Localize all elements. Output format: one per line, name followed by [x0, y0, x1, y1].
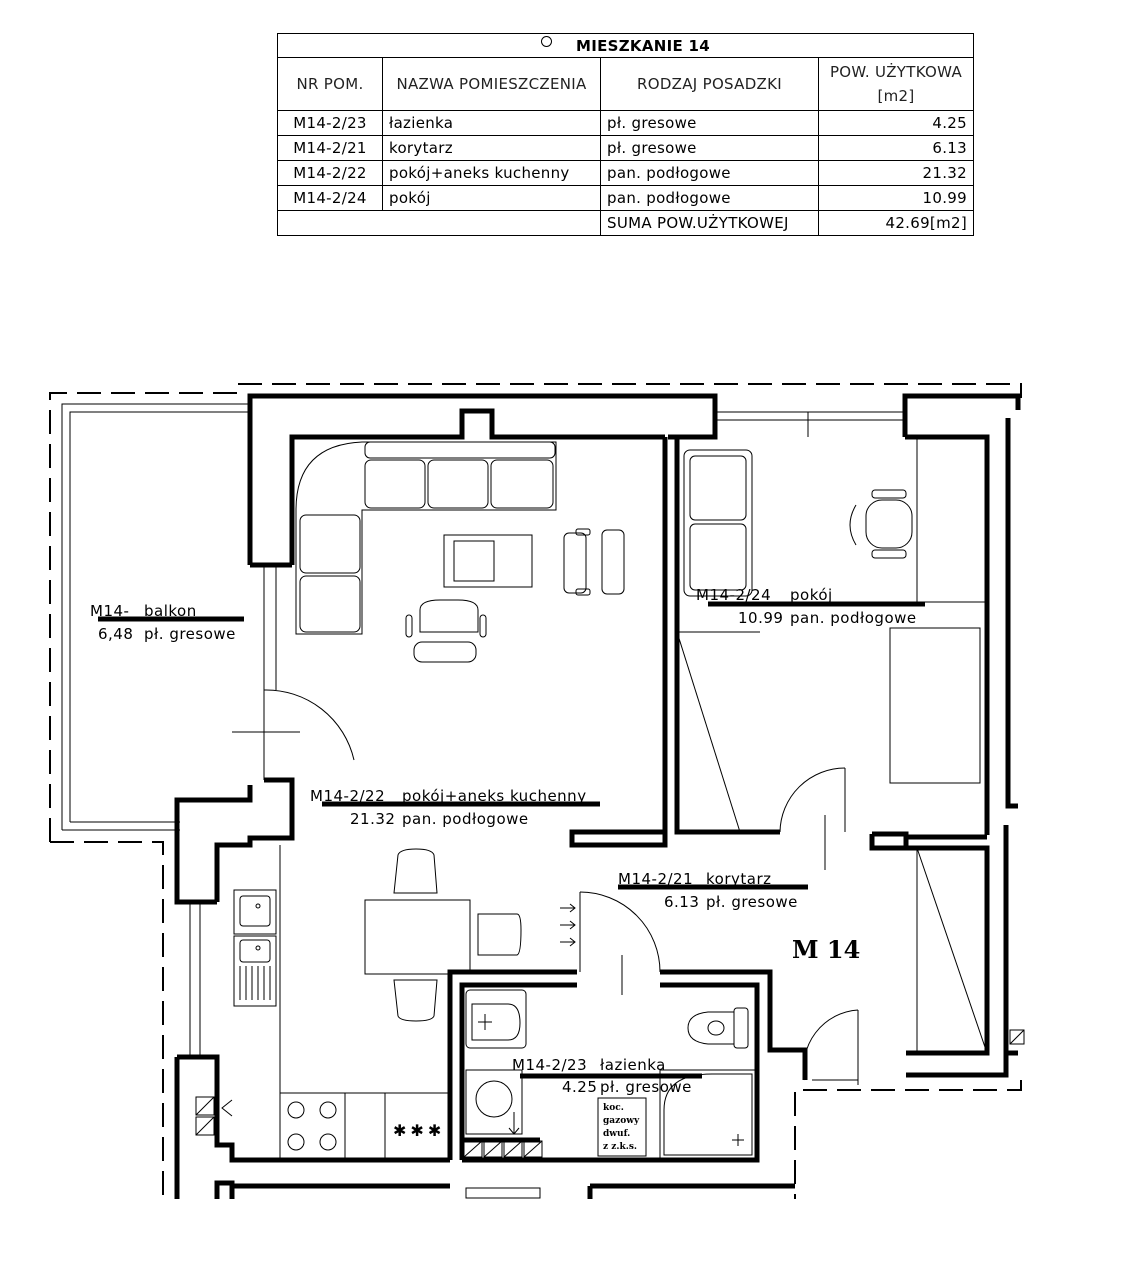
pokoj-code: M14-2/24 [696, 586, 772, 604]
sum-value: 42.69[m2] [819, 211, 974, 236]
cell-nr: M14-2/23 [278, 111, 383, 136]
cell-floor: pł. gresowe [601, 136, 819, 161]
pokoj-aneks-name: pokój+aneks kuchenny [402, 787, 587, 805]
dining-set [365, 849, 521, 1021]
cell-name: łazienka [383, 111, 601, 136]
boiler-note [603, 1103, 640, 1152]
sofa [296, 442, 556, 634]
cell-name: pokój [383, 186, 601, 211]
cell-nr: M14-2/21 [278, 136, 383, 161]
pokoj-floor: pan. podłogowe [790, 609, 917, 627]
boiler-note-line: gazowy [603, 1116, 640, 1126]
window-kitchen [190, 902, 200, 1057]
cell-area: 6.13 [819, 136, 974, 161]
living-furniture [406, 529, 624, 662]
window-top-right [715, 412, 905, 437]
header-name: NAZWA POMIESZCZENIA [383, 58, 601, 111]
pokoj-aneks-code: M14-2/22 [310, 787, 386, 805]
pokoj-aneks-area: 21.32 [350, 810, 396, 828]
header-floor: RODZAJ POSADZKI [601, 58, 819, 111]
balkon-code: M14- [90, 602, 130, 620]
sum-label: SUMA POW.UŻYTKOWEJ [601, 211, 819, 236]
cell-floor: pan. podłogowe [601, 161, 819, 186]
boiler-note-line: koc. [603, 1103, 624, 1113]
cell-nr: M14-2/22 [278, 161, 383, 186]
cell-name: pokój+aneks kuchenny [383, 161, 601, 186]
corridor-arrows [560, 904, 575, 946]
korytarz-code: M14-2/21 [618, 870, 694, 888]
cell-floor: pan. podłogowe [601, 186, 819, 211]
exterior-walls [177, 396, 1018, 1199]
table-title: MIESZKANIE 14 [278, 34, 974, 58]
balcony-door-frame [264, 565, 276, 780]
pokoj-area: 10.99 [738, 609, 784, 627]
pokoj-name: pokój [790, 586, 833, 604]
lazienka-area: 4.25 [562, 1078, 598, 1096]
korytarz-area: 6.13 [664, 893, 700, 911]
balkon-floor: pł. gresowe [144, 625, 236, 643]
lazienka-floor: pł. gresowe [600, 1078, 692, 1096]
pokoj-aneks-floor: pan. podłogowe [402, 810, 529, 828]
boiler-note-line: z z.k.s. [603, 1142, 638, 1152]
header-area: POW. UŻYTKOWA [m2] [819, 58, 974, 111]
cell-floor: pł. gresowe [601, 111, 819, 136]
header-nr: NR POM. [278, 58, 383, 111]
apartment-label: M 14 [792, 935, 861, 964]
balkon-name: balkon [144, 602, 197, 620]
lazienka-code: M14-2/23 [512, 1056, 588, 1074]
lazienka-name: łazienka [600, 1056, 666, 1074]
hob-marks: ✱✱✱ [393, 1121, 446, 1140]
kitchen-counter [234, 845, 450, 1160]
cell-area: 4.25 [819, 111, 974, 136]
misc-marks [222, 1100, 519, 1134]
balkon-area: 6,48 [98, 625, 134, 643]
korytarz-name: korytarz [706, 870, 772, 888]
cell-area: 10.99 [819, 186, 974, 211]
label-underlines [98, 604, 925, 1076]
boiler-note-line: dwuf. [603, 1129, 631, 1139]
korytarz-floor: pł. gresowe [706, 893, 798, 911]
cell-nr: M14-2/24 [278, 186, 383, 211]
cell-area: 21.32 [819, 161, 974, 186]
cell-name: korytarz [383, 136, 601, 161]
